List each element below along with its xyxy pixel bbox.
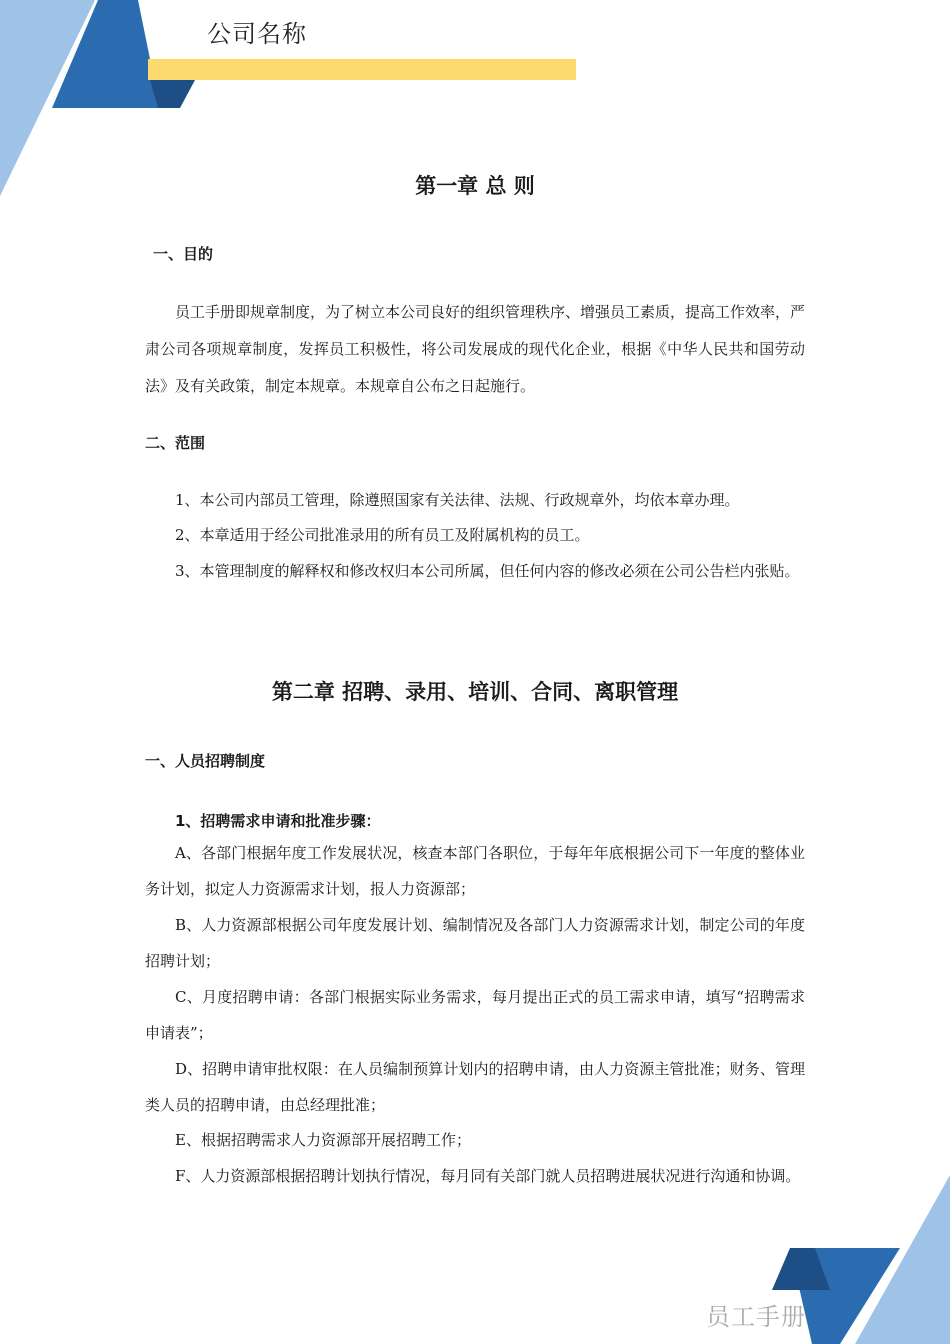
- scope-item-1: 1、本公司内部员工管理，除遵照国家有关法律、法规、行政规章外，均依本章办理。: [175, 491, 740, 509]
- purpose-paragraph: 员工手册即规章制度，为了树立本公司良好的组织管理秩序、增强员工素质，提高工作效率，严肃公司各项规章制度，发挥员工积极性，将公司发展成的现代化企业，根据《中华人民共和国劳动法》及有关政策，制定本规章。本规章自公布之日起施行。: [145, 303, 806, 395]
- recruitment-step-e: E、根据招聘需求人力资源部开展招聘工作；: [175, 1131, 471, 1149]
- company-name: 公司名称: [207, 20, 307, 48]
- chapter-2-title: 第二章 招聘、录用、培训、合同、离职管理: [271, 680, 679, 704]
- top-yellow-bar: [148, 59, 576, 80]
- recruitment-step-c: C、月度招聘申请：各部门根据实际业务需求，每月提出正式的员工需求申请，填写“招聘需求申请表”；: [145, 988, 805, 1042]
- section-scope-heading: 二、范围: [145, 434, 206, 452]
- recruitment-step-a: A、各部门根据年度工作发展状况，核查本部门各职位，于每年年底根据公司下一年度的整体业务计划，拟定人力资源需求计划，报人力资源部；: [145, 844, 805, 898]
- recruitment-step-f: F、人力资源部根据招聘计划执行情况，每月同有关部门就人员招聘进展状况进行沟通和协调。: [175, 1167, 801, 1185]
- section-purpose-heading: 一、目的: [153, 245, 214, 263]
- recruitment-step-title: 1、招聘需求申请和批准步骤：: [175, 812, 381, 830]
- section-recruitment-heading: 一、人员招聘制度: [145, 752, 266, 770]
- recruitment-step-d: D、招聘申请审批权限：在人员编制预算计划内的招聘申请，由人力资源主管批准；财务、管理类人员的招聘申请，由总经理批准；: [145, 1060, 805, 1114]
- scope-item-2: 2、本章适用于经公司批准录用的所有员工及附属机构的员工。: [175, 526, 590, 544]
- scope-item-3: 3、本管理制度的解释权和修改权归本公司所属，但任何内容的修改必须在公司公告栏内张贴。: [175, 562, 800, 580]
- footer-label: 员工手册: [706, 1303, 806, 1331]
- recruitment-step-b: B、人力资源部根据公司年度发展计划、编制情况及各部门人力资源需求计划，制定公司的年度招聘计划；: [145, 916, 805, 970]
- chapter-1-title: 第一章 总 则: [415, 174, 535, 198]
